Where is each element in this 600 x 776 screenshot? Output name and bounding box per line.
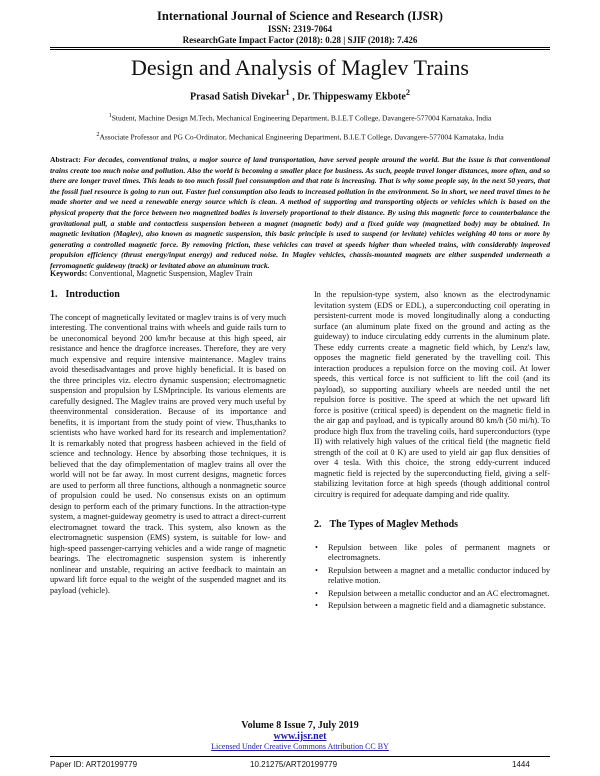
right-column [314, 290, 550, 614]
affiliation-2-text: Associate Professor and PG Co-Ordinator, Mechanical Engineering Department, B.I.E.T College, Davangere-577004 Karnataka, India [99, 132, 504, 142]
affiliation-1-text: Student, Machine Design M.Tech, Mechanical Engineering Department, B.I.E.T College, Davangere-577004 Karnataka, India [111, 113, 492, 123]
section-title: Introduction [65, 289, 120, 300]
header-rule-secondary [50, 49, 550, 50]
volume-issue: Volume 8 Issue 7, July 2019 [241, 720, 359, 731]
keywords-text: Conventional, Magnetic Suspension, Maglev Train [89, 269, 253, 278]
list-item: • Repulsion between a magnetic field and a diamagnetic substance. [324, 601, 550, 612]
keywords-label: Keywords: [50, 269, 88, 278]
journal-website-link[interactable]: www.ijsr.net [273, 731, 327, 742]
left-column [50, 290, 286, 596]
author-1: Prasad Satish Divekar [189, 91, 286, 103]
author-1-sup: 1 [285, 88, 290, 97]
footer-rule [50, 756, 550, 757]
section-heading-introduction [50, 290, 286, 301]
authors [0, 88, 600, 102]
doi: 10.21275/ART20199779 [250, 760, 338, 769]
affiliation-2-sup: 2 [96, 131, 100, 138]
abstract [50, 155, 550, 272]
introduction-paragraph: The concept of magnetically levitated or maglev trains is of very much interesting. The conventional trains with wheels and guide rails turn to be uneconomical beyond 200 km/hr because at this high speed, air resistance and hence the dragforce increases. Therefore, they are very much expensive and require intensive maintenance. Maglev trains avoid thesedisadvantages and prove highly beneficial. It is based on the three principles viz. electro dynamic suspension; electromagnetic suspension and propulsion by LSMprinciple. Its various elements are carefully designed. The Maglev trains are proved very much useful by theenvironmental consideration. Because of its importance and benefits, it is important from the study point of view. Thus,thanks to scientists who have worked hard for its research and implementation? It is remarkably noted that progress hasbeen achieved in the field of science and technology. Hence by absorbing those techniques, it is believed that the day ofimplementation of maglev trains all over the world will not be far away. In most current designs, magnetic forces are used to perform all three functions, although a nonmagnetic source of propulsion could be used. No consensus exists on an optimum design to perform each of the primary functions. In the attraction-type system, a magnet-guideway geometry is used to attract a direct-current electromagnet toward the track. This system, also known as the electromagnetic suspension (EMS) system, is suitable for low- and high-speed passenger-carrying vehicles and a wide range of magnetic bearings. The electromagnetic suspension system is inherently nonlinear and unstable, requiring an active feedback to maintain an upward lift force equal to the weight of the suspended magnet and its payload (vehicle). [50, 312, 286, 595]
affiliation-1-sup: 1 [108, 112, 112, 119]
abstract-label: Abstract: [50, 155, 81, 164]
section-heading-types [314, 520, 550, 531]
maglev-methods-list [314, 543, 550, 612]
journal-issn: ISSN: 2319-7064 [267, 24, 333, 34]
repulsion-paragraph: In the repulsion-type system, also known as the electrodynamic levitation system (EDS or EDL), a superconducting coil operating in persistent-current mode is moved longitudinally along a conducting surface (an aluminum plate fixed on the ground and acting as the guideway) to induce circulating eddy currents in the aluminum plate. These eddy currents create a magnetic field which, by Lenz's law, opposes the magnetic field generated by the travelling coil. This interaction produces a repulsion force on the moving coil. At lower speeds, this vertical force is not sufficient to lift the coil (and its payload), so supporting auxiliary wheels are needed until the net repulsion force is positive. The speed at which the net upward lift force is positive (critical speed) is dependent on the magnetic field in the air gap and payload, and is typically around 80 km/h (50 mi/h). To produce high flux from the traveling coils, hard superconductors (type II) with relatively high values of the critical field (the magnetic field strength of the coil at 0 K) are used to yield air gap flux densities of over 4 tesla. With this choice, the strong eddy-current induced magnetic field is rejected by the superconducting field, giving a self-stabilizing levitation force at high speeds (though additional control circuitry is required for adequate damping and ride quality. [314, 290, 550, 499]
affiliation-2 [40, 131, 560, 142]
section-title: The Types of Maglev Methods [329, 519, 459, 530]
section-number: 2. [314, 519, 322, 530]
page-number: 1444 [512, 760, 530, 769]
impact-factor: ResearchGate Impact Factor (2018): 0.28 | SJIF (2018): 7.426 [182, 35, 418, 45]
list-item: • Repulsion between a metallic conductor and an AC electromagnet. [324, 589, 550, 600]
keywords [50, 269, 550, 278]
author-2: , Dr. Thippeswamy Ekbote [289, 91, 406, 103]
list-item: • Repulsion between like poles of permanent magnets or electromagnets. [324, 543, 550, 564]
paper-title: Design and Analysis of Maglev Trains [131, 55, 469, 80]
affiliation-1 [40, 112, 560, 123]
footer [0, 720, 600, 751]
paper-id: Paper ID: ART20199779 [50, 760, 138, 769]
abstract-text: For decades, conventional trains, a major source of land transportation, have served people around the world. But the issue is that conventional trains create too much noise and pollution. Also the world is becoming a smaller place for business. As such, people travel longer distances, more often, and so there are longer travel times. This leads to too much fossil fuel consumption and that rate is increasing. That is why some people say, in the next 50 years, that the fossil fuel resource is going to run out. Faster fuel consumption also leads to increased pollution in the environment. So in short, we need travel times to be made shorter and we need a renewable energy source which is clean. A method of supporting and transporting objects or vehicles which is based on the physical property that the force between two magnetized bodies is inversely proportional to their distance. By using this magnetic force to counterbalance the gravitational pull, a stable and contactless suspension between a magnet (magnetic body) and a fixed guide way (magnetized body) may be obtained. In magnetic levitation (Maglev), also known as magnetic suspension, this basic principle is used to suspend (or levitate) vehicles weighing 40 tons or more by generating a controlled magnetic force. By removing friction, these vehicles can travel at speeds higher than wheeled trains, with considerably improved propulsion efficiency (thrust energy/input energy) and reduced noise. In Maglev vehicles, chassis-mounted magnets are either suspended underneath a ferromagnetic guideway (track) or levitated above an aluminum track. [50, 155, 550, 270]
header-rule [50, 47, 550, 48]
author-2-sup: 2 [405, 88, 411, 97]
list-item: • Repulsion between a magnet and a metallic conductor induced by relative motion. [324, 566, 550, 587]
journal-name: International Journal of Science and Research (IJSR) [157, 9, 443, 23]
section-number: 1. [50, 289, 58, 300]
license-link[interactable]: Licensed Under Creative Commons Attribution CC BY [211, 742, 389, 751]
